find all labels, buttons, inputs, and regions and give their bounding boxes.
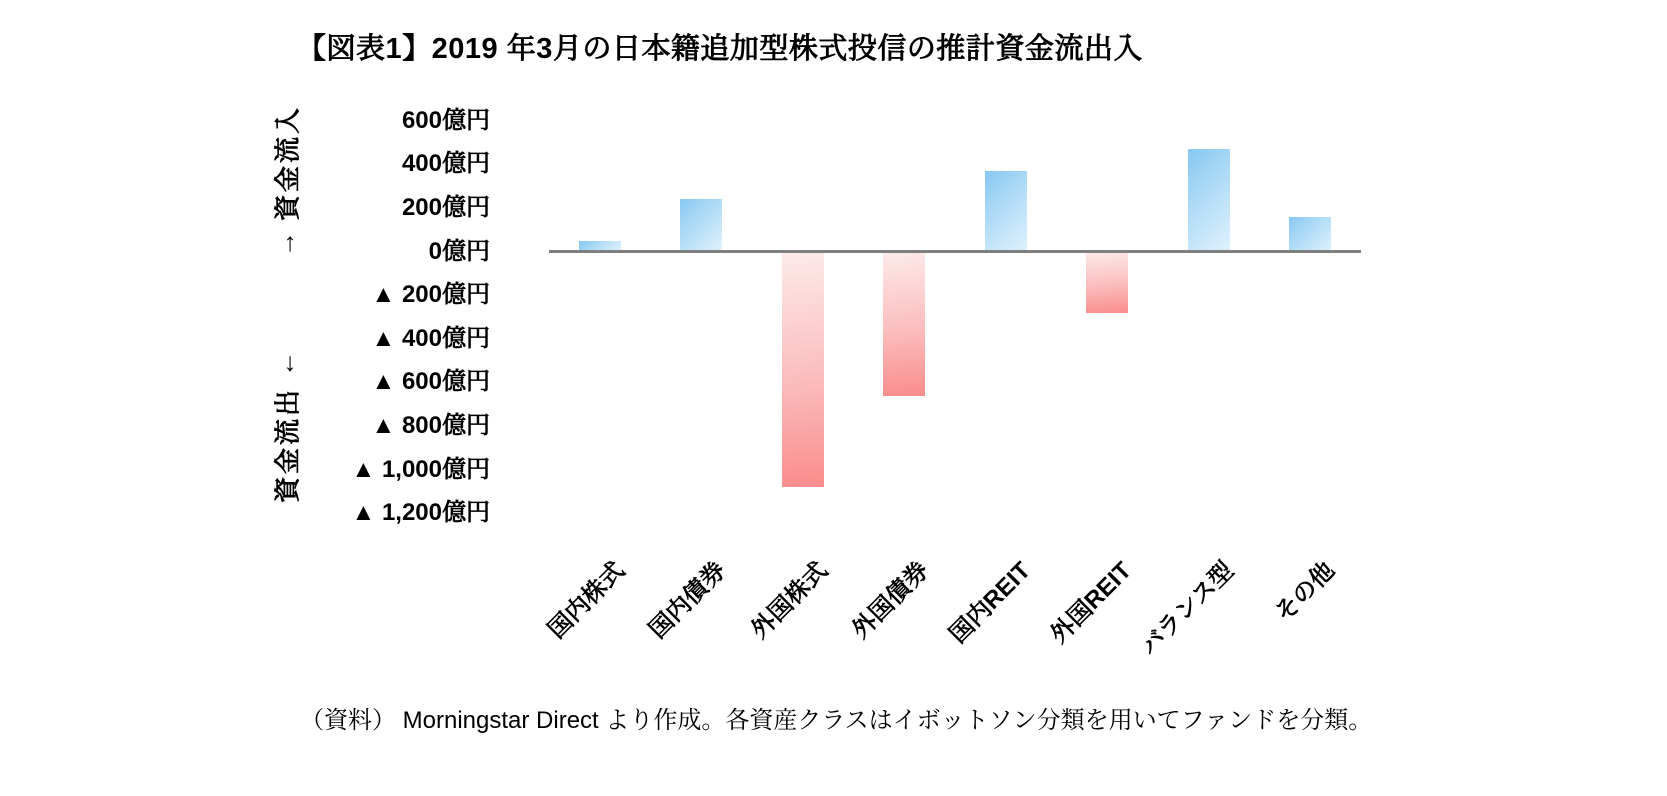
bar-国内債券	[680, 199, 722, 251]
y-tick-label: ▲ 1,200億円	[351, 499, 490, 527]
category-label: 国内REIT	[944, 556, 1036, 649]
category-label: 外国債券	[847, 556, 935, 644]
category-label: 外国REIT	[1045, 556, 1138, 649]
category-label: 国内株式	[542, 556, 630, 644]
y-tick-label: ▲ 200億円	[371, 281, 490, 309]
y-tick-label: ▲ 600億円	[371, 368, 490, 396]
bar-国内REIT	[985, 171, 1027, 252]
source-note: （資料） Morningstar Direct より作成。各資産クラスはイボットソン分類を用いてファンドを分類。	[300, 707, 1373, 734]
category-label: 外国株式	[745, 556, 833, 644]
y-tick-label: 600億円	[401, 106, 490, 134]
bar-外国REIT	[1086, 252, 1128, 313]
y-tick-label: 200億円	[401, 193, 490, 221]
bar-外国株式	[782, 252, 824, 487]
bar-その他	[1289, 217, 1331, 252]
inflow-arrow-icon: →	[270, 231, 300, 257]
outflow-label: 資金流出	[272, 387, 302, 504]
bar-外国債券	[883, 252, 925, 397]
y-tick-label: 400億円	[401, 150, 490, 178]
chart-title: 【図表1】2019 年3月の日本籍追加型株式投信の推計資金流出入	[297, 33, 1143, 65]
y-tick-label: ▲ 1,000億円	[351, 455, 490, 483]
inflow-label: 資金流入	[272, 104, 302, 221]
bar-バランス型	[1188, 149, 1230, 251]
y-tick-label: ▲ 400億円	[371, 324, 490, 352]
zero-axis-line	[549, 250, 1361, 253]
category-label: その他	[1270, 556, 1341, 627]
category-label: 国内債券	[644, 556, 732, 644]
outflow-arrow-icon: ←	[270, 351, 300, 377]
category-label: バランス型	[1135, 556, 1239, 661]
y-tick-label: ▲ 800億円	[371, 411, 490, 439]
y-tick-label: 0億円	[428, 237, 490, 265]
